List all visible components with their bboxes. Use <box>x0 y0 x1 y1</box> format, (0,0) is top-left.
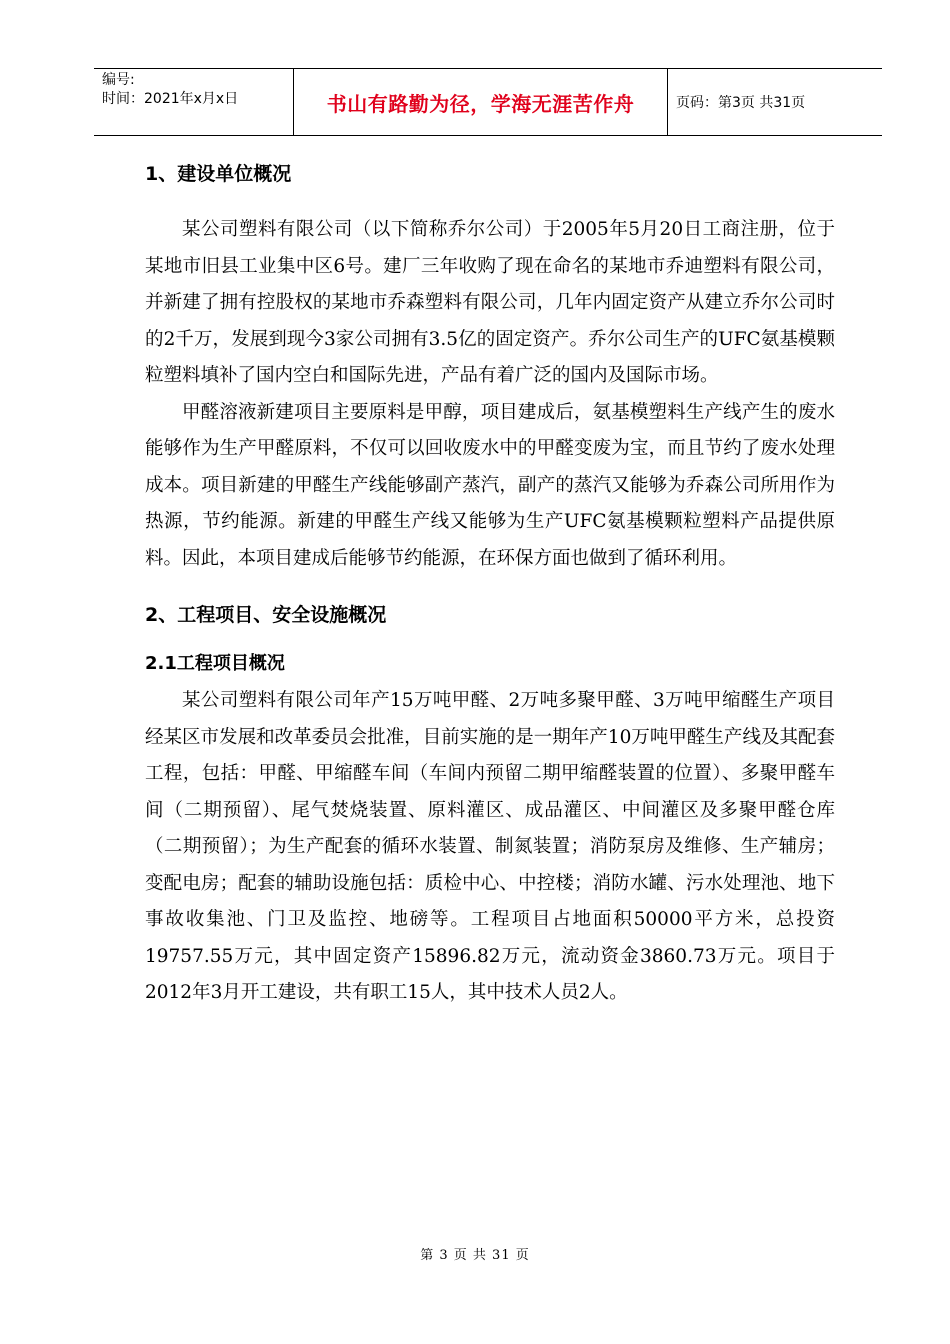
header-motto: 书山有路勤为径，学海无涯苦作舟 <box>294 69 668 135</box>
section-1-title: 1、建设单位概况 <box>145 163 292 185</box>
time-label: 时间：2021年x月x日 <box>102 91 239 107</box>
document-body <box>145 150 835 1012</box>
section-2-1-paragraph-1: 某公司塑料有限公司年产15万吨甲醛、2万吨多聚甲醛、3万吨甲缩醛生产项目经某区市发展和改革委员会批准，目前实施的是一期年产10万吨甲醛生产线及其配套工程，包括：甲醛、甲缩醛车间（车间内预留二期甲缩醛装置的位置）、多聚甲醛车间（二期预留）、尾气焚烧装置、原料灌区、成品灌区、中间灌区及多聚甲醛仓库（二期预留）；为生产配套的循环水装置、制氮装置；消防泵房及维修、生产辅房；变配电房；配套的辅助设施包括：质检中心、中控楼；消防水罐、污水处理池、地下事故收集池、门卫及监控、地磅等。工程项目占地面积50000平方米，总投资19757.55万元，其中固定资产15896.82万元，流动资金3860.73万元。项目于2012年3月开工建设，共有职工15人，其中技术人员2人。 <box>145 690 835 1003</box>
section-2-1-title: 2.1工程项目概况 <box>145 653 285 674</box>
section-1-paragraph-1: 某公司塑料有限公司（以下简称乔尔公司）于2005年5月20日工商注册，位于某地市旧县工业集中区6号。建厂三年收购了现在命名的某地市乔迪塑料有限公司，并新建了拥有控股权的某地市乔森塑料有限公司，几年内固定资产从建立乔尔公司时的2千万，发展到现今3家公司拥有3.5亿的固定资产。乔尔公司生产的UFC氨基模颗粒塑料填补了国内空白和国际先进，产品有着广泛的国内及国际市场。 <box>145 219 835 386</box>
section-1-paragraph-2: 甲醛溶液新建项目主要原料是甲醇，项目建成后，氨基模塑料生产线产生的废水能够作为生产甲醛原料，不仅可以回收废水中的甲醛变废为宝，而且节约了废水处理成本。项目新建的甲醛生产线能够副产蒸汽，副产的蒸汽又能够为乔森公司所用作为热源，节约能源。新建的甲醛生产线又能够为生产UFC氨基模颗粒塑料产品提供原料。因此，本项目建成后能够节约能源，在环保方面也做到了循环利用。 <box>145 401 835 569</box>
page-footer: 第 3 页 共 31 页 <box>420 1248 530 1263</box>
header-meta-cell <box>94 69 294 135</box>
code-label: 编号: <box>102 72 135 88</box>
section-2-title: 2、工程项目、安全设施概况 <box>145 604 387 626</box>
header-page-label: 页码：第3页 共31页 <box>676 95 806 111</box>
page-header <box>94 68 882 136</box>
